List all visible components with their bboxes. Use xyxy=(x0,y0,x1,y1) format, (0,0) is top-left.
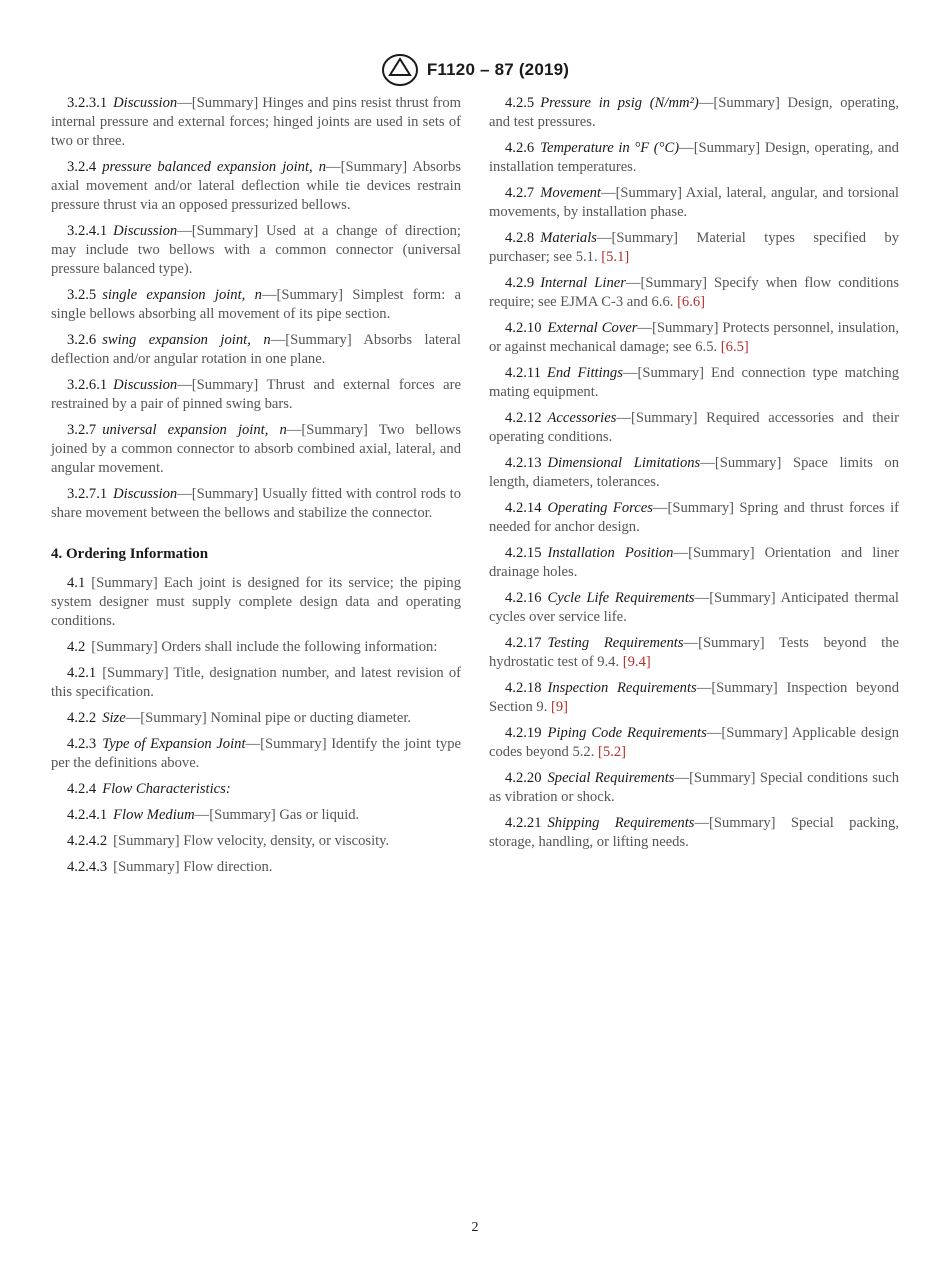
clause-3-2-6-1 xyxy=(51,376,461,414)
clause-4-2-16 xyxy=(489,589,899,627)
clause-summary: [Summary] Title, designation number, and latest revision of this specification. xyxy=(51,665,461,700)
clause-4-2-7 xyxy=(489,184,899,222)
clause-summary: —[Summary] Simplest form: a single bellows absorbing all movement of its pipe section. xyxy=(51,287,461,322)
clause-summary: —[Summary] Design, operating, and installation temperatures. xyxy=(489,140,899,175)
clause-4-2 xyxy=(51,638,461,657)
clause-4-2-14 xyxy=(489,499,899,537)
clause-summary: —[Summary] End connection type matching mating equipment. xyxy=(489,365,899,400)
clause-number: 4.2.12 xyxy=(505,410,542,426)
clause-term: Special Requirements xyxy=(547,770,675,786)
clause-summary: —[Summary] Inspection beyond Section 9. xyxy=(489,680,899,715)
clause-term: Discussion xyxy=(113,486,178,502)
clause-summary: —[Summary] Nominal pipe or ducting diameter. xyxy=(125,710,412,726)
clause-summary: —[Summary] Gas or liquid. xyxy=(194,807,360,823)
clause-number: 4.2.5 xyxy=(505,95,535,111)
clause-4-2-5 xyxy=(489,94,899,132)
clause-term: pressure balanced expansion joint, n xyxy=(102,159,327,175)
clause-summary: —[Summary] Hinges and pins resist thrust from internal pressure and external forces; hinged joints are used in sets of two or three. xyxy=(51,95,461,149)
clause-summary: —[Summary] Identify the joint type per the definitions above. xyxy=(51,736,461,771)
clause-number: 3.2.4 xyxy=(67,159,97,175)
page-number: 2 xyxy=(471,1220,479,1235)
section-heading: 4. Ordering Information xyxy=(51,546,209,562)
clause-term: single expansion joint, n xyxy=(102,287,262,303)
clause-number: 4.2.18 xyxy=(505,680,542,696)
clause-number: 4.2.3 xyxy=(67,736,97,752)
clause-number: 4.1 xyxy=(67,575,86,591)
clause-summary: [Summary] Each joint is designed for its service; the piping system designer must supply complete design data and operating conditions. xyxy=(51,575,461,629)
clause-number: 4.2.4.3 xyxy=(67,859,108,875)
clause-summary: —[Summary] Two bellows joined by a common connector to absorb combined axial, lateral, and angular movement. xyxy=(51,422,461,476)
clause-number: 4.2.8 xyxy=(505,230,535,246)
cross-reference-link[interactable]: [5.1] xyxy=(597,249,630,265)
clause-summary: —[Summary] Usually fitted with control rods to share movement between the bellows and stabilize the connector. xyxy=(51,486,461,521)
clause-3-2-5 xyxy=(51,286,461,324)
clause-summary: —[Summary] Axial, lateral, angular, and torsional movements, by installation phase. xyxy=(489,185,899,220)
clause-4-2-4-1 xyxy=(51,806,461,825)
clause-summary: [Summary] Flow direction. xyxy=(113,859,273,875)
clause-term: Accessories xyxy=(547,410,617,426)
clause-summary: —[Summary] Material types specified by purchaser; see 5.1. xyxy=(489,230,899,265)
clause-3-2-3-1 xyxy=(51,94,461,151)
clause-summary: —[Summary] Applicable design codes beyond 5.2. xyxy=(489,725,900,760)
clause-number: 4.2.17 xyxy=(505,635,542,651)
clause-term: Flow Medium xyxy=(113,807,195,823)
clause-summary: —[Summary] Tests beyond the hydrostatic test of 9.4. xyxy=(489,635,899,670)
clause-number: 4.2.15 xyxy=(505,545,542,561)
clause-4-2-11 xyxy=(489,364,899,402)
clause-4-2-2 xyxy=(51,709,461,728)
clause-4-2-15 xyxy=(489,544,899,582)
clause-term: swing expansion joint, n xyxy=(102,332,271,348)
clause-4-2-13 xyxy=(489,454,899,492)
clause-summary: [Summary] Orders shall include the following information: xyxy=(91,639,438,655)
clause-4-2-12 xyxy=(489,409,899,447)
clause-summary: —[Summary] Absorbs axial movement and/or lateral deflection while tie devices restrain pressure thrust via an opposed pressurized bellows. xyxy=(51,159,461,213)
clause-number: 3.2.6 xyxy=(67,332,97,348)
clause-number: 4.2.1 xyxy=(67,665,97,681)
clause-term: Inspection Requirements xyxy=(547,680,697,696)
clause-summary: —[Summary] Used at a change of direction; may include two bellows with a common connector (universal pressure balanced type). xyxy=(51,223,461,277)
clause-3-2-7 xyxy=(51,421,461,478)
clause-number: 3.2.7 xyxy=(67,422,97,438)
cross-reference-link[interactable]: [6.6] xyxy=(673,294,706,310)
cross-reference-link[interactable]: [5.2] xyxy=(594,744,627,760)
clause-term: Discussion xyxy=(113,95,178,111)
clause-4-2-18 xyxy=(489,679,899,717)
clause-4-2-9 xyxy=(489,274,899,312)
clause-term: Type of Expansion Joint xyxy=(102,736,246,752)
clause-summary: —[Summary] Specify when flow conditions require; see EJMA C-3 and 6.6. xyxy=(489,275,899,310)
clause-3-2-4-1 xyxy=(51,222,461,279)
clause-4-2-6 xyxy=(489,139,899,177)
clause-number: 3.2.7.1 xyxy=(67,486,108,502)
astm-logo-icon xyxy=(381,53,419,87)
cross-reference-link[interactable]: [9] xyxy=(547,699,569,715)
clause-summary: —[Summary] Special packing, storage, handling, or lifting needs. xyxy=(489,815,899,850)
clause-term: Temperature in °F (°C) xyxy=(540,140,680,156)
clause-4-2-8 xyxy=(489,229,899,267)
clause-number: 4.2.4.2 xyxy=(67,833,108,849)
clause-4-2-3 xyxy=(51,735,461,773)
clause-4-2-4-3 xyxy=(51,858,461,877)
clause-number: 3.2.5 xyxy=(67,287,97,303)
clause-number: 4.2.7 xyxy=(505,185,535,201)
clause-number: 4.2.20 xyxy=(505,770,542,786)
clause-number: 4.2.19 xyxy=(505,725,542,741)
clause-term: Size xyxy=(102,710,126,726)
clause-term: Movement xyxy=(540,185,601,201)
clause-number: 3.2.3.1 xyxy=(67,95,108,111)
clause-term: Discussion xyxy=(113,223,178,239)
page-header xyxy=(0,52,950,88)
clause-number: 4.2.9 xyxy=(505,275,535,291)
clause-term: Dimensional Limitations xyxy=(547,455,701,471)
clause-term: Shipping Requirements xyxy=(547,815,695,831)
clause-term: External Cover xyxy=(547,320,638,336)
clause-term: Operating Forces xyxy=(547,500,653,516)
clause-term: Testing Requirements xyxy=(547,635,684,651)
right-column xyxy=(489,94,899,859)
clause-number: 4.2.6 xyxy=(505,140,535,156)
cross-reference-link[interactable]: [9.4] xyxy=(619,654,651,670)
clause-term: Internal Liner xyxy=(540,275,626,291)
clause-number: 4.2.16 xyxy=(505,590,542,606)
clause-term: End Fittings xyxy=(546,365,623,381)
clause-term: Piping Code Requirements xyxy=(547,725,707,741)
clause-number: 4.2.11 xyxy=(505,365,541,381)
clause-4-2-10 xyxy=(489,319,899,357)
clause-number: 4.2.10 xyxy=(505,320,542,336)
clause-summary: —[Summary] Protects personnel, insulation, or against mechanical damage; see 6.5. xyxy=(489,320,899,355)
clause-4-2-1 xyxy=(51,664,461,702)
clause-4-2-4-2 xyxy=(51,832,461,851)
clause-number: 4.2 xyxy=(67,639,86,655)
clause-summary: —[Summary] Required accessories and their operating conditions. xyxy=(489,410,899,445)
clause-summary: —[Summary] Anticipated thermal cycles over service life. xyxy=(489,590,899,625)
clause-summary: —[Summary] Special conditions such as vibration or shock. xyxy=(489,770,899,805)
clause-4-2-20 xyxy=(489,769,899,807)
clause-number: 4.2.2 xyxy=(67,710,97,726)
standard-designation: F1120 – 87 (2019) xyxy=(426,60,570,79)
clause-number: 3.2.6.1 xyxy=(67,377,108,393)
clause-3-2-6 xyxy=(51,331,461,369)
clause-3-2-4 xyxy=(51,158,461,215)
clause-number: 4.2.4.1 xyxy=(67,807,108,823)
clause-term: Pressure in psig (N/mm²) xyxy=(540,95,699,111)
clause-4-2-4 xyxy=(51,780,461,799)
clause-summary: —[Summary] Space limits on length, diameters, tolerances. xyxy=(489,455,900,490)
clause-term: Materials xyxy=(540,230,597,246)
clause-3-2-7-1 xyxy=(51,485,461,523)
clause-4-2-19 xyxy=(489,724,899,762)
clause-number: 3.2.4.1 xyxy=(67,223,108,239)
clause-summary: —[Summary] Spring and thrust forces if needed for anchor design. xyxy=(489,500,899,535)
clause-4-2-21 xyxy=(489,814,899,852)
clause-summary: —[Summary] Orientation and liner drainage holes. xyxy=(489,545,899,580)
clause-4-2-17 xyxy=(489,634,899,672)
cross-reference-link[interactable]: [6.5] xyxy=(717,339,749,355)
clause-term: Flow Characteristics: xyxy=(102,781,231,797)
clause-number: 4.2.4 xyxy=(67,781,97,797)
clause-summary: —[Summary] Thrust and external forces are restrained by a pair of pinned swing bars. xyxy=(51,377,461,412)
clause-4-1 xyxy=(51,574,461,631)
clause-term: Cycle Life Requirements xyxy=(547,590,695,606)
clause-term: Discussion xyxy=(113,377,178,393)
clause-term: universal expansion joint, n xyxy=(102,422,287,438)
clause-summary: —[Summary] Design, operating, and test pressures. xyxy=(489,95,899,130)
left-column xyxy=(51,94,461,884)
clause-summary: —[Summary] Absorbs lateral deflection and/or angular rotation in one plane. xyxy=(51,332,461,367)
clause-term: Installation Position xyxy=(547,545,674,561)
clause-summary: [Summary] Flow velocity, density, or viscosity. xyxy=(113,833,390,849)
clause-number: 4.2.21 xyxy=(505,815,542,831)
clause-number: 4.2.13 xyxy=(505,455,542,471)
clause-number: 4.2.14 xyxy=(505,500,542,516)
